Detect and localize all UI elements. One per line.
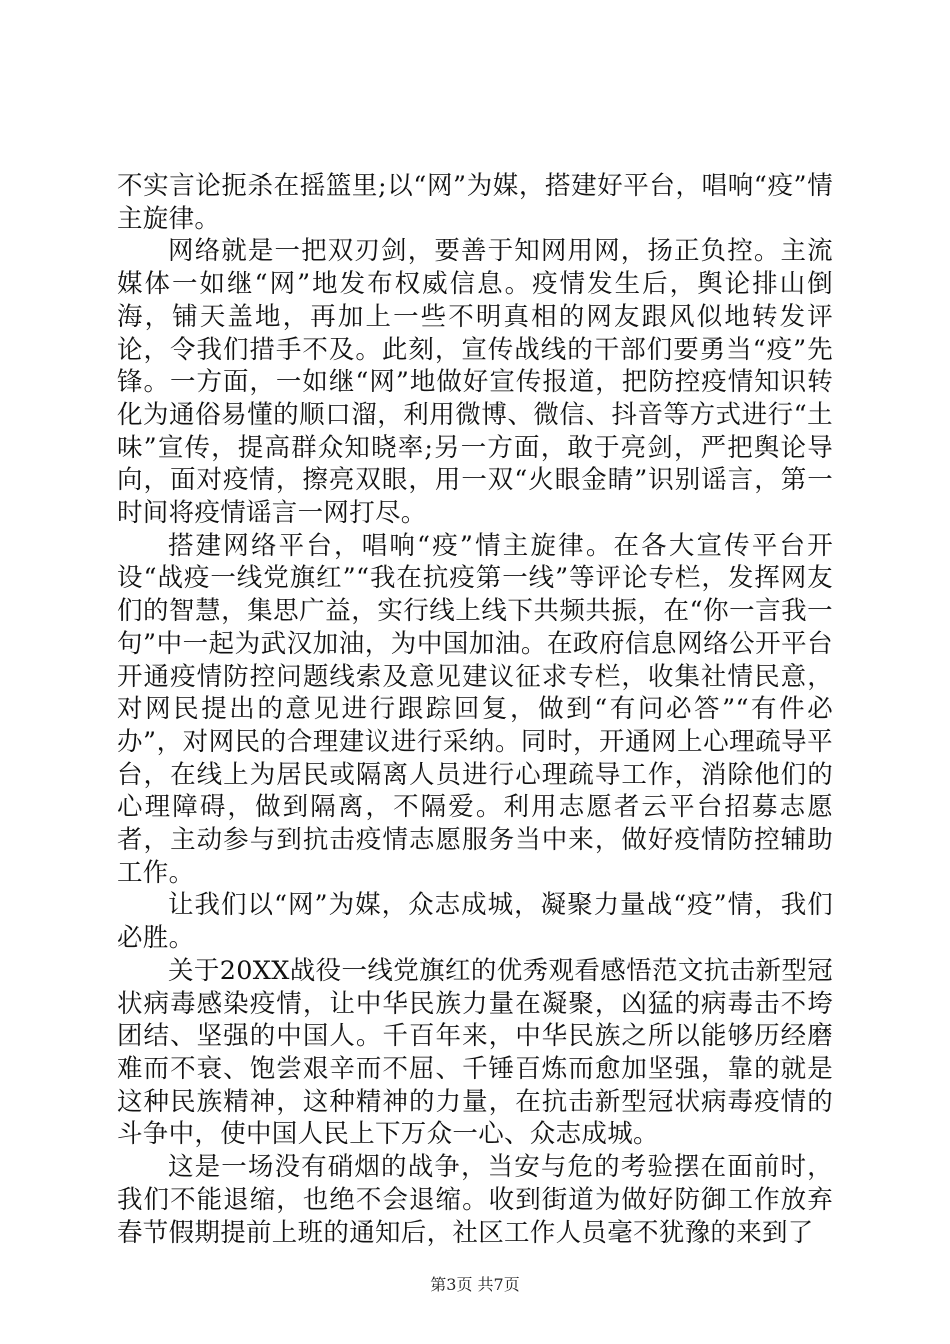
paragraph-3: 搭建网络平台，唱响“疫”情主旋律。在各大宣传平台开设“战疫一线党旗红”“我在抗疫第一线”等评论专栏，发挥网友们的智慧，集思广益，实行线上线下共频共振，在“你一言我一句”中一起为武汉加油，为中国加油。在政府信息网络公开平台开通疫情防控问题线索及意见建议征求专栏，收集社情民意，对网民提出的意见进行跟踪回复，做到“有问必答”“有件必办”，对网民的合理建议进行采纳。同时，开通网上心理疏导平台，在线上为居民或隔离人员进行心理疏导工作，消除他们的心理障碍，做到隔离，不隔爱。利用志愿者云平台招募志愿者，主动参与到抗击疫情志愿服务当中来，做好疫情防控辅助工作。 xyxy=(117,530,833,888)
paragraph-1: 不实言论扼杀在摇篮里;以“网”为媒，搭建好平台，唱响“疫”情主旋律。 xyxy=(117,171,833,234)
document-body xyxy=(117,170,833,1249)
paragraph-6: 这是一场没有硝烟的战争，当安与危的考验摆在面前时，我们不能退缩，也绝不会退缩。收到街道为做好防御工作放弃春节假期提前上班的通知后，社区工作人员毫不犹豫的来到了 xyxy=(117,1152,833,1248)
paragraph-5: 关于20XX战役一线党旗红的优秀观看感悟范文抗击新型冠状病毒感染疫情，让中华民族力量在凝聚，凶猛的病毒击不垮团结、坚强的中国人。千百年来，中华民族之所以能够历经磨难而不衰、饱尝艰辛而不屈、千锤百炼而愈加坚强，靠的就是这种民族精神，这种精神的力量，在抗击新型冠状病毒疫情的斗争中，使中国人民上下万众一心、众志成城。 xyxy=(117,955,833,1150)
paragraph-2: 网络就是一把双刃剑，要善于知网用网，扬正负控。主流媒体一如继“网”地发布权威信息。疫情发生后，舆论排山倒海，铺天盖地，再加上一些不明真相的网友跟风似地转发评论，令我们措手不及。此刻，宣传战线的干部们要勇当“疫”先锋。一方面，一如继“网”地做好宣传报道，把防控疫情知识转化为通俗易懂的顺口溜，利用微博、微信、抖音等方式进行“土味”宣传，提高群众知晓率;另一方面，敢于亮剑，严把舆论导向，面对疫情，擦亮双眼，用一双“火眼金睛”识别谣言，第一时间将疫情谣言一网打尽。 xyxy=(117,236,833,529)
paragraph-4: 让我们以“网”为媒，众志成城，凝聚力量战“疫”情，我们必胜。 xyxy=(117,890,833,954)
page-number-footer: 第3页 共7页 xyxy=(430,1275,520,1294)
